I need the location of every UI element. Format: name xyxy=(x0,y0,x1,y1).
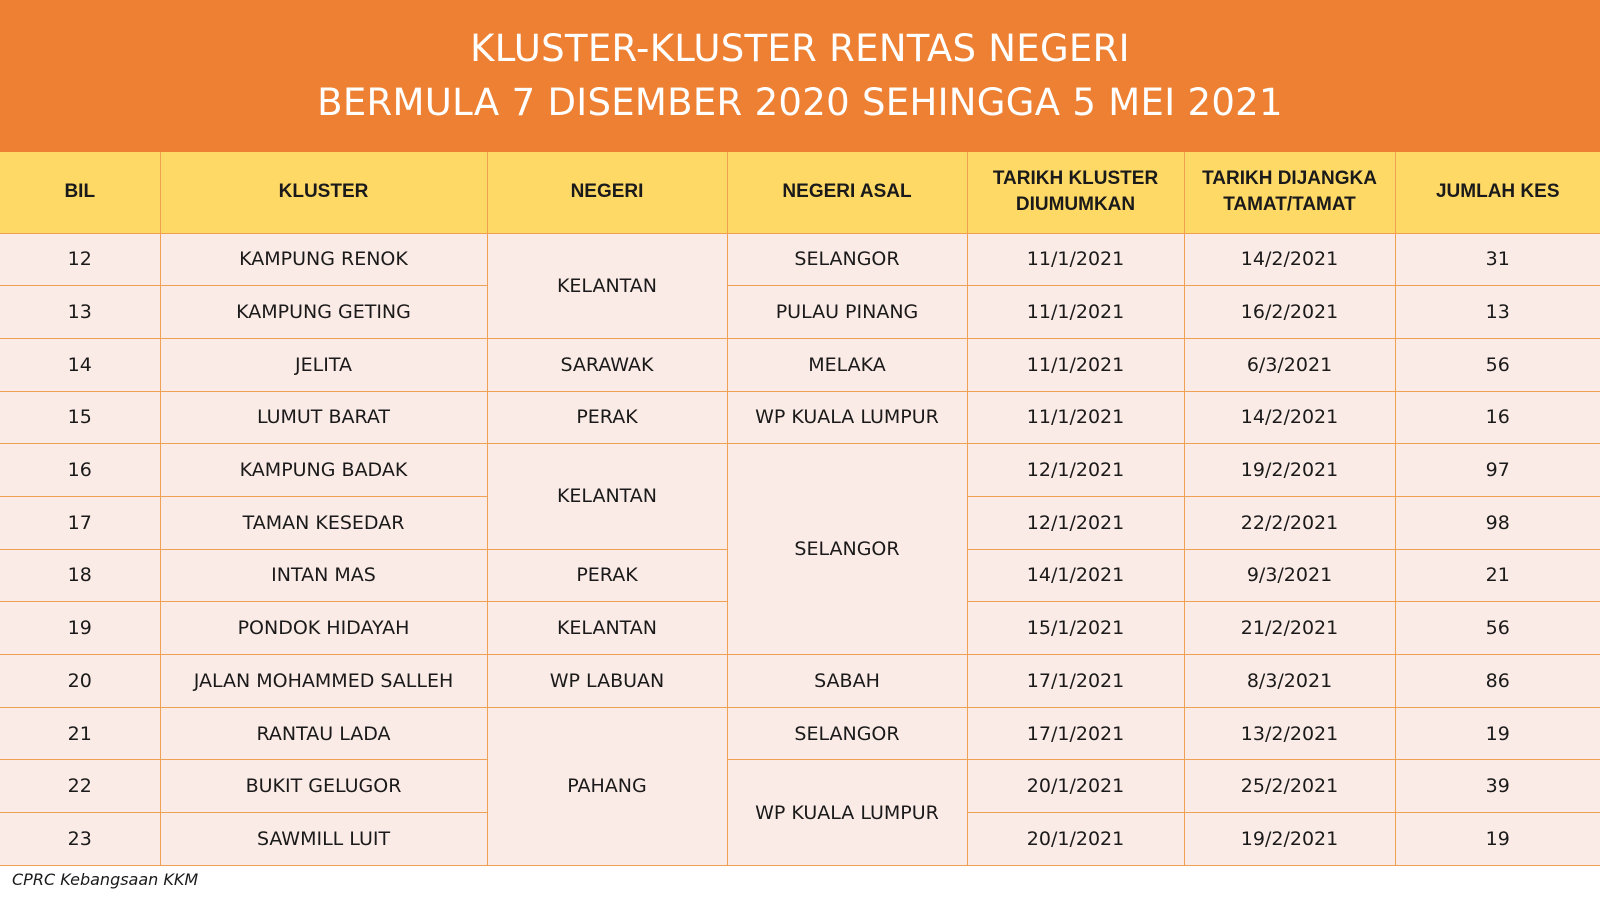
cell-jumlah-kes: 86 xyxy=(1395,655,1600,708)
cell-negeri-asal: SELANGOR xyxy=(727,233,967,286)
cell-negeri: PAHANG xyxy=(487,707,727,865)
cell-tarikh-tamat: 22/2/2021 xyxy=(1184,496,1395,549)
column-header-kluster: KLUSTER xyxy=(160,152,487,233)
cell-bil: 18 xyxy=(0,549,160,602)
table-row xyxy=(0,760,1600,813)
table-row xyxy=(0,286,1600,339)
column-header-tarikh-diumumkan xyxy=(967,152,1184,233)
clusters-table xyxy=(0,152,1600,866)
cell-kluster: INTAN MAS xyxy=(160,549,487,602)
table-row xyxy=(0,655,1600,708)
cell-negeri-asal: SELANGOR xyxy=(727,444,967,655)
cell-tarikh-tamat: 14/2/2021 xyxy=(1184,391,1395,444)
cell-jumlah-kes: 98 xyxy=(1395,496,1600,549)
cell-negeri: KELANTAN xyxy=(487,444,727,549)
column-header-tarikh-diumumkan-line1: TARIKH KLUSTER xyxy=(992,168,1159,190)
cell-tarikh-diumumkan: 17/1/2021 xyxy=(967,707,1184,760)
cell-bil: 14 xyxy=(0,338,160,391)
table-row xyxy=(0,233,1600,286)
cell-bil: 21 xyxy=(0,707,160,760)
cell-kluster: TAMAN KESEDAR xyxy=(160,496,487,549)
cell-negeri-asal: WP KUALA LUMPUR xyxy=(727,760,967,865)
cell-tarikh-tamat: 14/2/2021 xyxy=(1184,233,1395,286)
cell-kluster: RANTAU LADA xyxy=(160,707,487,760)
column-header-jumlah-kes: JUMLAH KES xyxy=(1395,152,1600,233)
cell-bil: 23 xyxy=(0,813,160,866)
cell-negeri: SARAWAK xyxy=(487,338,727,391)
title-banner xyxy=(0,0,1600,152)
cell-tarikh-diumumkan: 20/1/2021 xyxy=(967,760,1184,813)
cell-tarikh-diumumkan: 11/1/2021 xyxy=(967,338,1184,391)
cell-bil: 20 xyxy=(0,655,160,708)
cell-tarikh-diumumkan: 17/1/2021 xyxy=(967,655,1184,708)
cell-tarikh-tamat: 16/2/2021 xyxy=(1184,286,1395,339)
cell-kluster: PONDOK HIDAYAH xyxy=(160,602,487,655)
table-row xyxy=(0,444,1600,497)
cell-negeri: PERAK xyxy=(487,549,727,602)
cell-negeri-asal: PULAU PINANG xyxy=(727,286,967,339)
column-header-bil: BIL xyxy=(0,152,160,233)
cell-bil: 22 xyxy=(0,760,160,813)
cell-jumlah-kes: 31 xyxy=(1395,233,1600,286)
cell-negeri: KELANTAN xyxy=(487,233,727,338)
column-header-tarikh-tamat-line2: TAMAT/TAMAT xyxy=(1223,194,1356,216)
cell-negeri: KELANTAN xyxy=(487,602,727,655)
cell-kluster: KAMPUNG GETING xyxy=(160,286,487,339)
cell-tarikh-diumumkan: 12/1/2021 xyxy=(967,444,1184,497)
cell-jumlah-kes: 19 xyxy=(1395,707,1600,760)
source-note: CPRC Kebangsaan KKM xyxy=(12,870,199,889)
table-row xyxy=(0,707,1600,760)
cell-tarikh-tamat: 21/2/2021 xyxy=(1184,602,1395,655)
cell-kluster: JALAN MOHAMMED SALLEH xyxy=(160,655,487,708)
cell-bil: 12 xyxy=(0,233,160,286)
table-row xyxy=(0,391,1600,444)
cell-jumlah-kes: 39 xyxy=(1395,760,1600,813)
cell-jumlah-kes: 19 xyxy=(1395,813,1600,866)
cell-jumlah-kes: 56 xyxy=(1395,338,1600,391)
cell-negeri-asal: WP KUALA LUMPUR xyxy=(727,391,967,444)
cell-bil: 19 xyxy=(0,602,160,655)
cell-tarikh-tamat: 8/3/2021 xyxy=(1184,655,1395,708)
cell-tarikh-diumumkan: 11/1/2021 xyxy=(967,286,1184,339)
cell-kluster: KAMPUNG BADAK xyxy=(160,444,487,497)
cell-negeri: PERAK xyxy=(487,391,727,444)
cell-jumlah-kes: 16 xyxy=(1395,391,1600,444)
cell-jumlah-kes: 21 xyxy=(1395,549,1600,602)
cell-kluster: KAMPUNG RENOK xyxy=(160,233,487,286)
cell-jumlah-kes: 56 xyxy=(1395,602,1600,655)
cell-tarikh-diumumkan: 11/1/2021 xyxy=(967,233,1184,286)
cell-negeri: WP LABUAN xyxy=(487,655,727,708)
cell-tarikh-tamat: 6/3/2021 xyxy=(1184,338,1395,391)
cell-bil: 16 xyxy=(0,444,160,497)
cell-tarikh-tamat: 9/3/2021 xyxy=(1184,549,1395,602)
cell-bil: 15 xyxy=(0,391,160,444)
cell-kluster: SAWMILL LUIT xyxy=(160,813,487,866)
cell-tarikh-diumumkan: 11/1/2021 xyxy=(967,391,1184,444)
page-title-line-2: BERMULA 7 DISEMBER 2020 SEHINGGA 5 MEI 2021 xyxy=(317,81,1283,124)
cell-tarikh-tamat: 25/2/2021 xyxy=(1184,760,1395,813)
column-header-tarikh-diumumkan-line2: DIUMUMKAN xyxy=(1015,194,1136,216)
cell-jumlah-kes: 97 xyxy=(1395,444,1600,497)
cell-jumlah-kes: 13 xyxy=(1395,286,1600,339)
cell-kluster: LUMUT BARAT xyxy=(160,391,487,444)
cell-negeri-asal: SABAH xyxy=(727,655,967,708)
column-header-negeri: NEGERI xyxy=(487,152,727,233)
cell-tarikh-diumumkan: 15/1/2021 xyxy=(967,602,1184,655)
table-row xyxy=(0,338,1600,391)
table-header-row xyxy=(0,152,1600,233)
cell-tarikh-diumumkan: 14/1/2021 xyxy=(967,549,1184,602)
cell-kluster: JELITA xyxy=(160,338,487,391)
cell-kluster: BUKIT GELUGOR xyxy=(160,760,487,813)
cell-tarikh-diumumkan: 12/1/2021 xyxy=(967,496,1184,549)
cell-bil: 13 xyxy=(0,286,160,339)
cell-tarikh-tamat: 13/2/2021 xyxy=(1184,707,1395,760)
cell-negeri-asal: SELANGOR xyxy=(727,707,967,760)
cell-negeri-asal: MELAKA xyxy=(727,338,967,391)
column-header-tarikh-tamat xyxy=(1184,152,1395,233)
column-header-negeri-asal: NEGERI ASAL xyxy=(727,152,967,233)
cell-tarikh-tamat: 19/2/2021 xyxy=(1184,813,1395,866)
column-header-tarikh-tamat-line1: TARIKH DIJANGKA xyxy=(1202,168,1377,190)
cell-tarikh-tamat: 19/2/2021 xyxy=(1184,444,1395,497)
cell-bil: 17 xyxy=(0,496,160,549)
cell-tarikh-diumumkan: 20/1/2021 xyxy=(967,813,1184,866)
page-title-line-1: KLUSTER-KLUSTER RENTAS NEGERI xyxy=(470,27,1130,70)
